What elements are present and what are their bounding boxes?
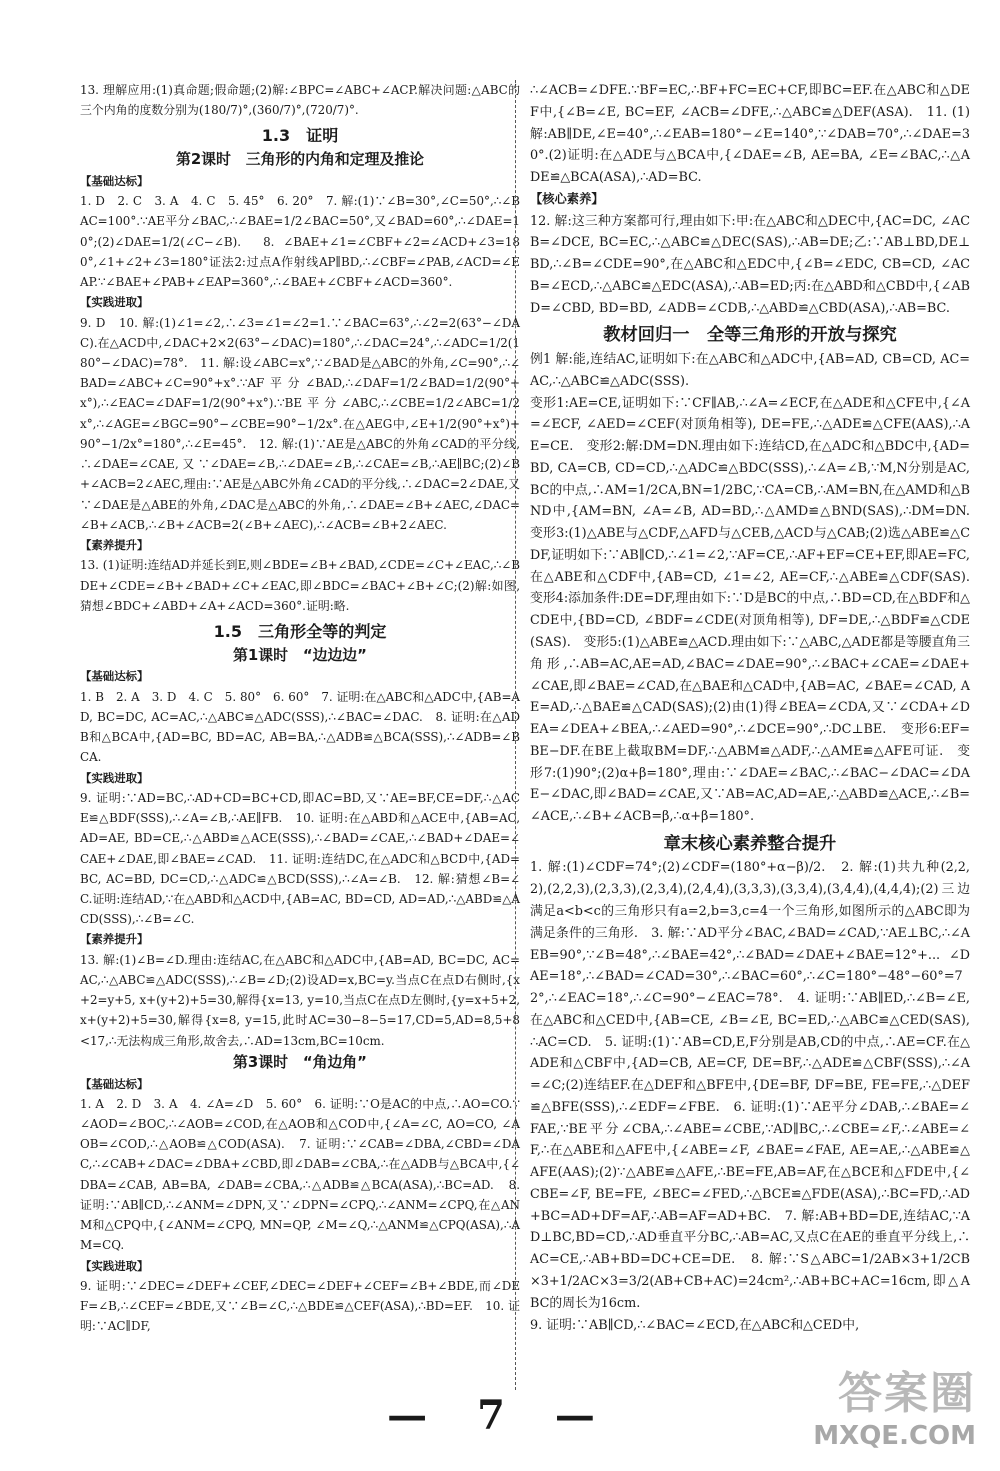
answer-paragraph: 13. (1)证明:连结AD并延长到E,则∠BDE=∠B+∠BAD,∠CDE=∠C+∠EAC,∴∠BDE+∠CDE=∠B+∠BAD+∠C+∠EAC,即∠BDC=∠BAC+∠B+∠C;(2)解:如图,猜想∠BDC+∠ABD+∠A+∠ACD=360°.证明:略. [80, 558, 520, 613]
page-number: — 7 — [387, 1392, 613, 1439]
site-watermark [813, 1357, 976, 1451]
watermark-logo-text: 答案圈 [838, 1368, 976, 1419]
answer-paragraph: 12. 解:这三种方案都可行,理由如下:甲:在△ABC和△DEC中,{AC=DC, ∠ACB=∠DCE, BC=EC,∴△ABC≌△DEC(SAS),∴AB=DE;乙:∵AB⊥BD,DE⊥BD,∴∠B=∠CDE=90°,在△ABC和△EDC中,{∠B=∠EDC, CB=CD, ∠ACB=∠ECD,∴△ABC≌△EDC(ASA),∴AB=ED;丙:在△ABD和△CBD中,{∠ABD=∠CBD, BD=BD, ∠ADB=∠CDB,∴△ABD≌△CBD(ASA),∴AB=BC. [530, 213, 970, 316]
lesson-title: 第2课时 三角形的内角和定理及推论 [175, 150, 425, 169]
answer-paragraph: 9. 证明:∵∠DEC=∠DEF+∠CEF,∠DEC=∠DEF+∠CEF=∠B+∠BDE,而∠DEF=∠B,∴∠CEF=∠BDE,又∵∠B=∠C,∴△BDE≌△CEF(ASA),∴BD=EF. 10. 证明:∵AC∥DF, [80, 1278, 520, 1334]
section-title: 1.5 三角形全等的判定 [213, 622, 387, 642]
answer-paragraph: 9. D 10. 解:(1)∠1=∠2,∴∠3=∠1=∠2=1.∵∠BAC=63°,∴∠2=2(63°−∠DAC).在△ACD中,∠DAC+2×2(63°−∠DAC)=180°,∴∠DAC=24°,∴∠ADC=1/2(180°−∠DAC)=78°. 11. 解:设∠ABC=x°,∵∠BAD是△ABC的外角,∠C=90°,∴∠BAD=∠ABC+∠C=90°+x°.∵AF平分∠BAD,∴∠DAF=1/2∠BAD=1/2(90°+x°),∴∠EAC=∠DAF=1/2(90°+x°).∵BE平分∠ABC,∴∠CBE=1/2∠ABC=1/2x°,∴∠AGE=∠BGC=90°−∠CBE=90°−1/2x°.在△AEG中,∠E+1/2(90°+x°)+90°−1/2x°=180°,∴∠E=45°. 12. 解:(1)∵AE是△ABC的外角∠CAD的平分线,∴∠DAE=∠CAE,又∵∠DAE=∠B,∴∠DAE=∠B,∴∠CAE=∠B,∴AE∥BC;(2)∠B+∠ACB=2∠AEC,理由:∵AE是△ABC外角∠CAD的平分线,∴∠DAC=2∠DAE,又∵∠DAE是△ABE的外角,∠DAC是△ABC的外角,∴∠DAE=∠B+∠AEC,∠DAC=∠B+∠ACB,∴∠B+∠ACB=2(∠B+∠AEC),∴∠ACB=∠B+2∠AEC. [80, 315, 520, 532]
answer-paragraph: 9. 证明:∵AB∥CD,∴∠BAC=∠ECD,在△ABC和△CED中, [530, 1317, 860, 1333]
answer-paragraph: 1. D 2. C 3. A 4. C 5. 45° 6. 20° 7. 解:(1)∵∠B=30°,∠C=50°,∴∠BAC=100°.∵AE平分∠BAC,∴∠BAE=1/2∠BAC=50°,又∠BAD=60°,∴∠DAE=10°;(2)∠DAE=1/2(∠C−∠B). 8. ∠BAE+∠1=∠CBF+∠2=∠ACD+∠3=180°,∠1+∠2+∠3=180°证法2:过点A作射线AP∥BD,∴∠CBF=∠PAB,∠ACD=∠EAP.∵∠BAE+∠PAB+∠EAP=360°,∴∠BAE+∠CBF+∠ACD=360°. [80, 194, 520, 290]
section-title: 章末核心素养整合提升 [663, 833, 837, 854]
section-tag: 【素养提升】 [80, 932, 149, 947]
section-tag: 【实践进取】 [80, 770, 149, 785]
section-tag: 【素养提升】 [80, 538, 149, 553]
watermark-url: MXQE.COM [813, 1421, 976, 1451]
answer-paragraph: 1. A 2. D 3. A 4. ∠A=∠D 5. 60° 6. 证明:∵O是AC的中点,∴AO=CO.∵∠AOD=∠BOC,∴∠AOB=∠COD,在△AOB和△COD中,{∠A=∠C, AO=CO, ∠AOB=∠COD,∴△AOB≌△COD(ASA). 7. 证明:∵∠CAB=∠DBA,∠CBD=∠DAC,∴∠CAB+∠DAC=∠DBA+∠CBD,即∠DAB=∠CBA,∴在△ADB与△BCA中,{∠DBA=∠CAB, AB=BA, ∠DAB=∠CBA,∴△ADB≌△BCA(ASA),∴BC=AD. 8. 证明:∵AB∥CD,∴∠ANM=∠DPN,又∵∠DPN=∠CPQ,∴∠ANM=∠CPQ,在△ANM和△CPQ中,{∠ANM=∠CPQ, MN=QP, ∠M=∠Q,∴△ANM≌△CPQ(ASA),∴AM=CQ. [80, 1096, 520, 1253]
section-tag: 【实践进取】 [80, 295, 149, 310]
right-column [530, 80, 983, 1336]
answer-paragraph: 例1 解:能,连结AC,证明如下:在△ABC和△ADC中,{AB=AD, CB=CD, AC=AC,∴△ABC≌△ADC(SSS). [530, 352, 970, 389]
section-tag: 【基础达标】 [80, 669, 149, 684]
answer-paragraph: 1. 解:(1)∠CDF=74°;(2)∠CDF=(180°+α−β)/2. 2. 解:(1)共九种(2,2,2),(2,2,3),(2,3,3),(2,3,4),(2,4,4),(3,3,3),(3,3,4),(3,4,4),(4,4,4);(2)三边满足a<b<c的三角形只有a=2,b=3,c=4一个三角形,如图所示的△ABC即为满足条件的三角形. 3. 解:∵AD平分∠BAC,∠BAD=∠CAD,∵AE⊥BC,∴∠AEB=90°,∵∠B=48°,∴∠BAE=42°,∴∠BAD=∠DAE+∠BAE=12°+... ∠DAE=18°,∴∠BAD=∠CAD=30°,∴∠BAC=60°,∴∠C=180°−48°−60°=72°,∴∠EAC=18°,∴∠C=90°−∠EAC=78°. 4. 证明:∵AB∥ED,∴∠B=∠E,在△ABC和△CED中,{AB=CE, ∠B=∠E, BC=ED,∴△ABC≌△CED(SAS),∴AC=CD. 5. 证明:(1)∵AB=CD,E,F分别是AB,CD的中点,∴AE=CF.在△ADE和△CBF中,{AD=CB, AE=CF, DE=BF,∴△ADE≌△CBF(SSS),∴∠A=∠C;(2)连结EF.在△DEF和△BFE中,{DE=BF, DF=BE, FE=FE,∴△DEF≌△BFE(SSS),∴∠EDF=∠FBE. 6. 证明:(1)∵AE平分∠DAB,∴∠BAE=∠FAE,∵BE平分∠CBA,∴∠ABE=∠CBE,∵AD∥BC,∴∠CBE=∠F,∴∠ABE=∠F,∴在△ABE和△AFE中,{∠ABE=∠F, ∠BAE=∠FAE, AE=AE,∴△ABE≌△AFE(AAS);(2)∵△ABE≌△AFE,∴BE=FE,AB=AF,在△BCE和△FDE中,{∠CBE=∠F, BE=FE, ∠BEC=∠FED,∴△BCE≌△FDE(ASA),∴BC=FD,∴AD+BC=AD+DF=AF,∴AB=AF=AD+BC. 7. 解:AB+BD=DE,连结AC,∵AD⊥BC,BD=CD,∴AD垂直平分BC,∴AB=AC,又点C在AE的垂直平分线上,∴AC=CE,∴AB+BD=DC+CE=DE. 8. 解:∵S△ABC=1/2AB×3+1/2CB×3+1/2AC×3=3/2(AB+CB+AC)=24cm²,∴AB+BC+AC=16cm,即△ABC的周长为16cm. [530, 860, 970, 1311]
section-title: 教材回归一 全等三角形的开放与探究 [603, 325, 897, 346]
section-tag: 【实践进取】 [80, 1258, 149, 1273]
section-title: 1.3 证明 [261, 126, 339, 146]
section-tag: 【基础达标】 [80, 173, 149, 188]
lesson-title: 第1课时 “边边边” [233, 645, 367, 664]
section-tag: 【基础达标】 [80, 1076, 149, 1091]
section-tag: 【核心素养】 [530, 191, 604, 206]
lesson-title: 第3课时 “角边角” [233, 1052, 367, 1071]
column-divider [515, 80, 516, 1390]
answer-paragraph: 9. 证明:∵AD=BC,∴AD+CD=BC+CD,即AC=BD,又∵AE=BF,CE=DF,∴△ACE≌△BDF(SSS),∴∠A=∠B,∴AE∥FB. 10. 证明:在△ABD和△ACE中,{AB=AC, AD=AE, BD=CE,∴△ABD≌△ACE(SSS),∴∠BAD=∠CAE,∴∠BAD+∠DAE=∠CAE+∠DAE,即∠BAE=∠CAD. 11. 证明:连结DC,在△ADC和△BCD中,{AD=BC, AC=BD, DC=CD,∴△ADC≌△BCD(SSS),∴∠A=∠B. 12. 解:猜想∠B=∠C.证明:连结AD,∵在△ABD和△ACD中,{AB=AC, BD=CD, AD=AD,∴△ABD≌△ACD(SSS),∴∠B=∠C. [80, 790, 520, 927]
answer-paragraph: 13. 解:(1)∠B=∠D.理由:连结AC,在△ABC和△ADC中,{AB=AD, BC=DC, AC=AC,∴△ABC≌△ADC(SSS),∴∠B=∠D;(2)设AD=x,BC=y.当点C在点D右侧时,{x+2=y+5, x+(y+2)+5=30,解得{x=13, y=10,当点C在点D左侧时,{y=x+5+2, x+(y+2)+5=30,解得{x=8, y=15,此时AC=30−8−5=17,CD=5,AD=8,5+8<17,∴无法构成三角形,故舍去,∴AD=13cm,BC=10cm. [80, 952, 520, 1048]
answer-paragraph: ∴∠ACB=∠DFE.∵BF=EC,∴BF+FC=EC+CF,即BC=EF.在△ABC和△DEF中,{∠B=∠E, BC=EF, ∠ACB=∠DFE,∴△ABC≌△DEF(ASA). 11. (1)解:AB∥DE,∠E=40°,∴∠EAB=180°−∠E=140°,∵∠DAB=70°,∴∠DAE=30°.(2)证明:在△ADE与△BCA中,{∠DAE=∠B, AE=BA, ∠E=∠BAC,∴△ADE≌△BCA(ASA),∴AD=BC. [530, 83, 970, 186]
left-column [80, 80, 520, 1337]
answer-paragraph: 13. 理解应用:(1)真命题;假命题;(2)解:∠BPC=∠ABC+∠ACP.解决问题:△ABC的三个内角的度数分别为(180/7)°,(360/7)°,(720/7)°. [80, 83, 520, 118]
answer-paragraph: 变形1:AE=CE,证明如下:∵CF∥AB,∴∠A=∠ECF,在△ADE和△CFE中,{∠A=∠ECF, ∠AED=∠CEF(对顶角相等), DE=FE,∴△ADE≌△CFE(AAS),∴AE=CE. 变形2:解:DM=DN.理由如下:连结CD,在△ADC和△BDC中,{AD=BD, CA=CB, CD=CD,∴△ADC≌△BDC(SSS),∴∠A=∠B,∵M,N分别是AC,BC的中点,∴AM=1/2CA,BN=1/2BC,∵CA=CB,∴AM=BN,在△AMD和△BND中,{AM=BN, ∠A=∠B, AD=BD,∴△AMD≌△BND(SAS),∴DM=DN. 变形3:(1)△ABE与△CDF,△AFD与△CEB,△ACD与△CAB;(2)选△ABE≌△CDF,证明如下:∵AB∥CD,∴∠1=∠2,∵AF=CE,∴AF+EF=CE+EF,即AE=FC,在△ABE和△CDF中,{AB=CD, ∠1=∠2, AE=CF,∴△ABE≌△CDF(SAS). 变形4:添加条件:DE=DF,理由如下:∵D是BC的中点,∴BD=CD,在△BDF和△CDE中,{BD=CD, ∠BDF=∠CDE(对顶角相等), DF=DE,∴△BDF≌△CDE(SAS). 变形5:(1)△ABE≌△ACD.理由如下:∵△ABC,△ADE都是等腰直角三角形,∴AB=AC,AE=AD,∠BAC=∠DAE=90°,∴∠BAC+∠CAE=∠DAE+∠CAE,即∠BAE=∠CAD,在△BAE和△CAD中,{AB=AC, ∠BAE=∠CAD, AE=AD,∴△BAE≌△CAD(SAS);(2)由(1)得∠BEA=∠CDA,又∵∠CDA+∠DEA=∠DEA+∠BEA,∴∠AED=90°,∴∠DCE=90°,∴DC⊥BE. 变形6:EF=BE−DF.在BE上截取BM=DF,∴△ABM≌△ADF,∴△AME≌△AFE可证. 变形7:(1)90°;(2)α+β=180°,理由:∵∠DAE=∠BAC,∴∠BAC−∠DAC=∠DAE−∠DAC,即∠BAD=∠CAE,又∵AB=AC,AD=AE,∴△ABD≌△ACE,∴∠B=∠ACE,∴∠B+∠ACB=β,∴α+β=180°. [530, 395, 983, 825]
answer-paragraph: 1. B 2. A 3. D 4. C 5. 80° 6. 60° 7. 证明:在△ABC和△ADC中,{AB=AD, BC=DC, AC=AC,∴△ABC≌△ADC(SSS),∴∠BAC=∠DAC. 8. 证明:在△ADB和△BCA中,{AD=BC, BD=AC, AB=BA,∴△ADB≌△BCA(SSS),∴∠ADB=∠BCA. [80, 689, 520, 765]
